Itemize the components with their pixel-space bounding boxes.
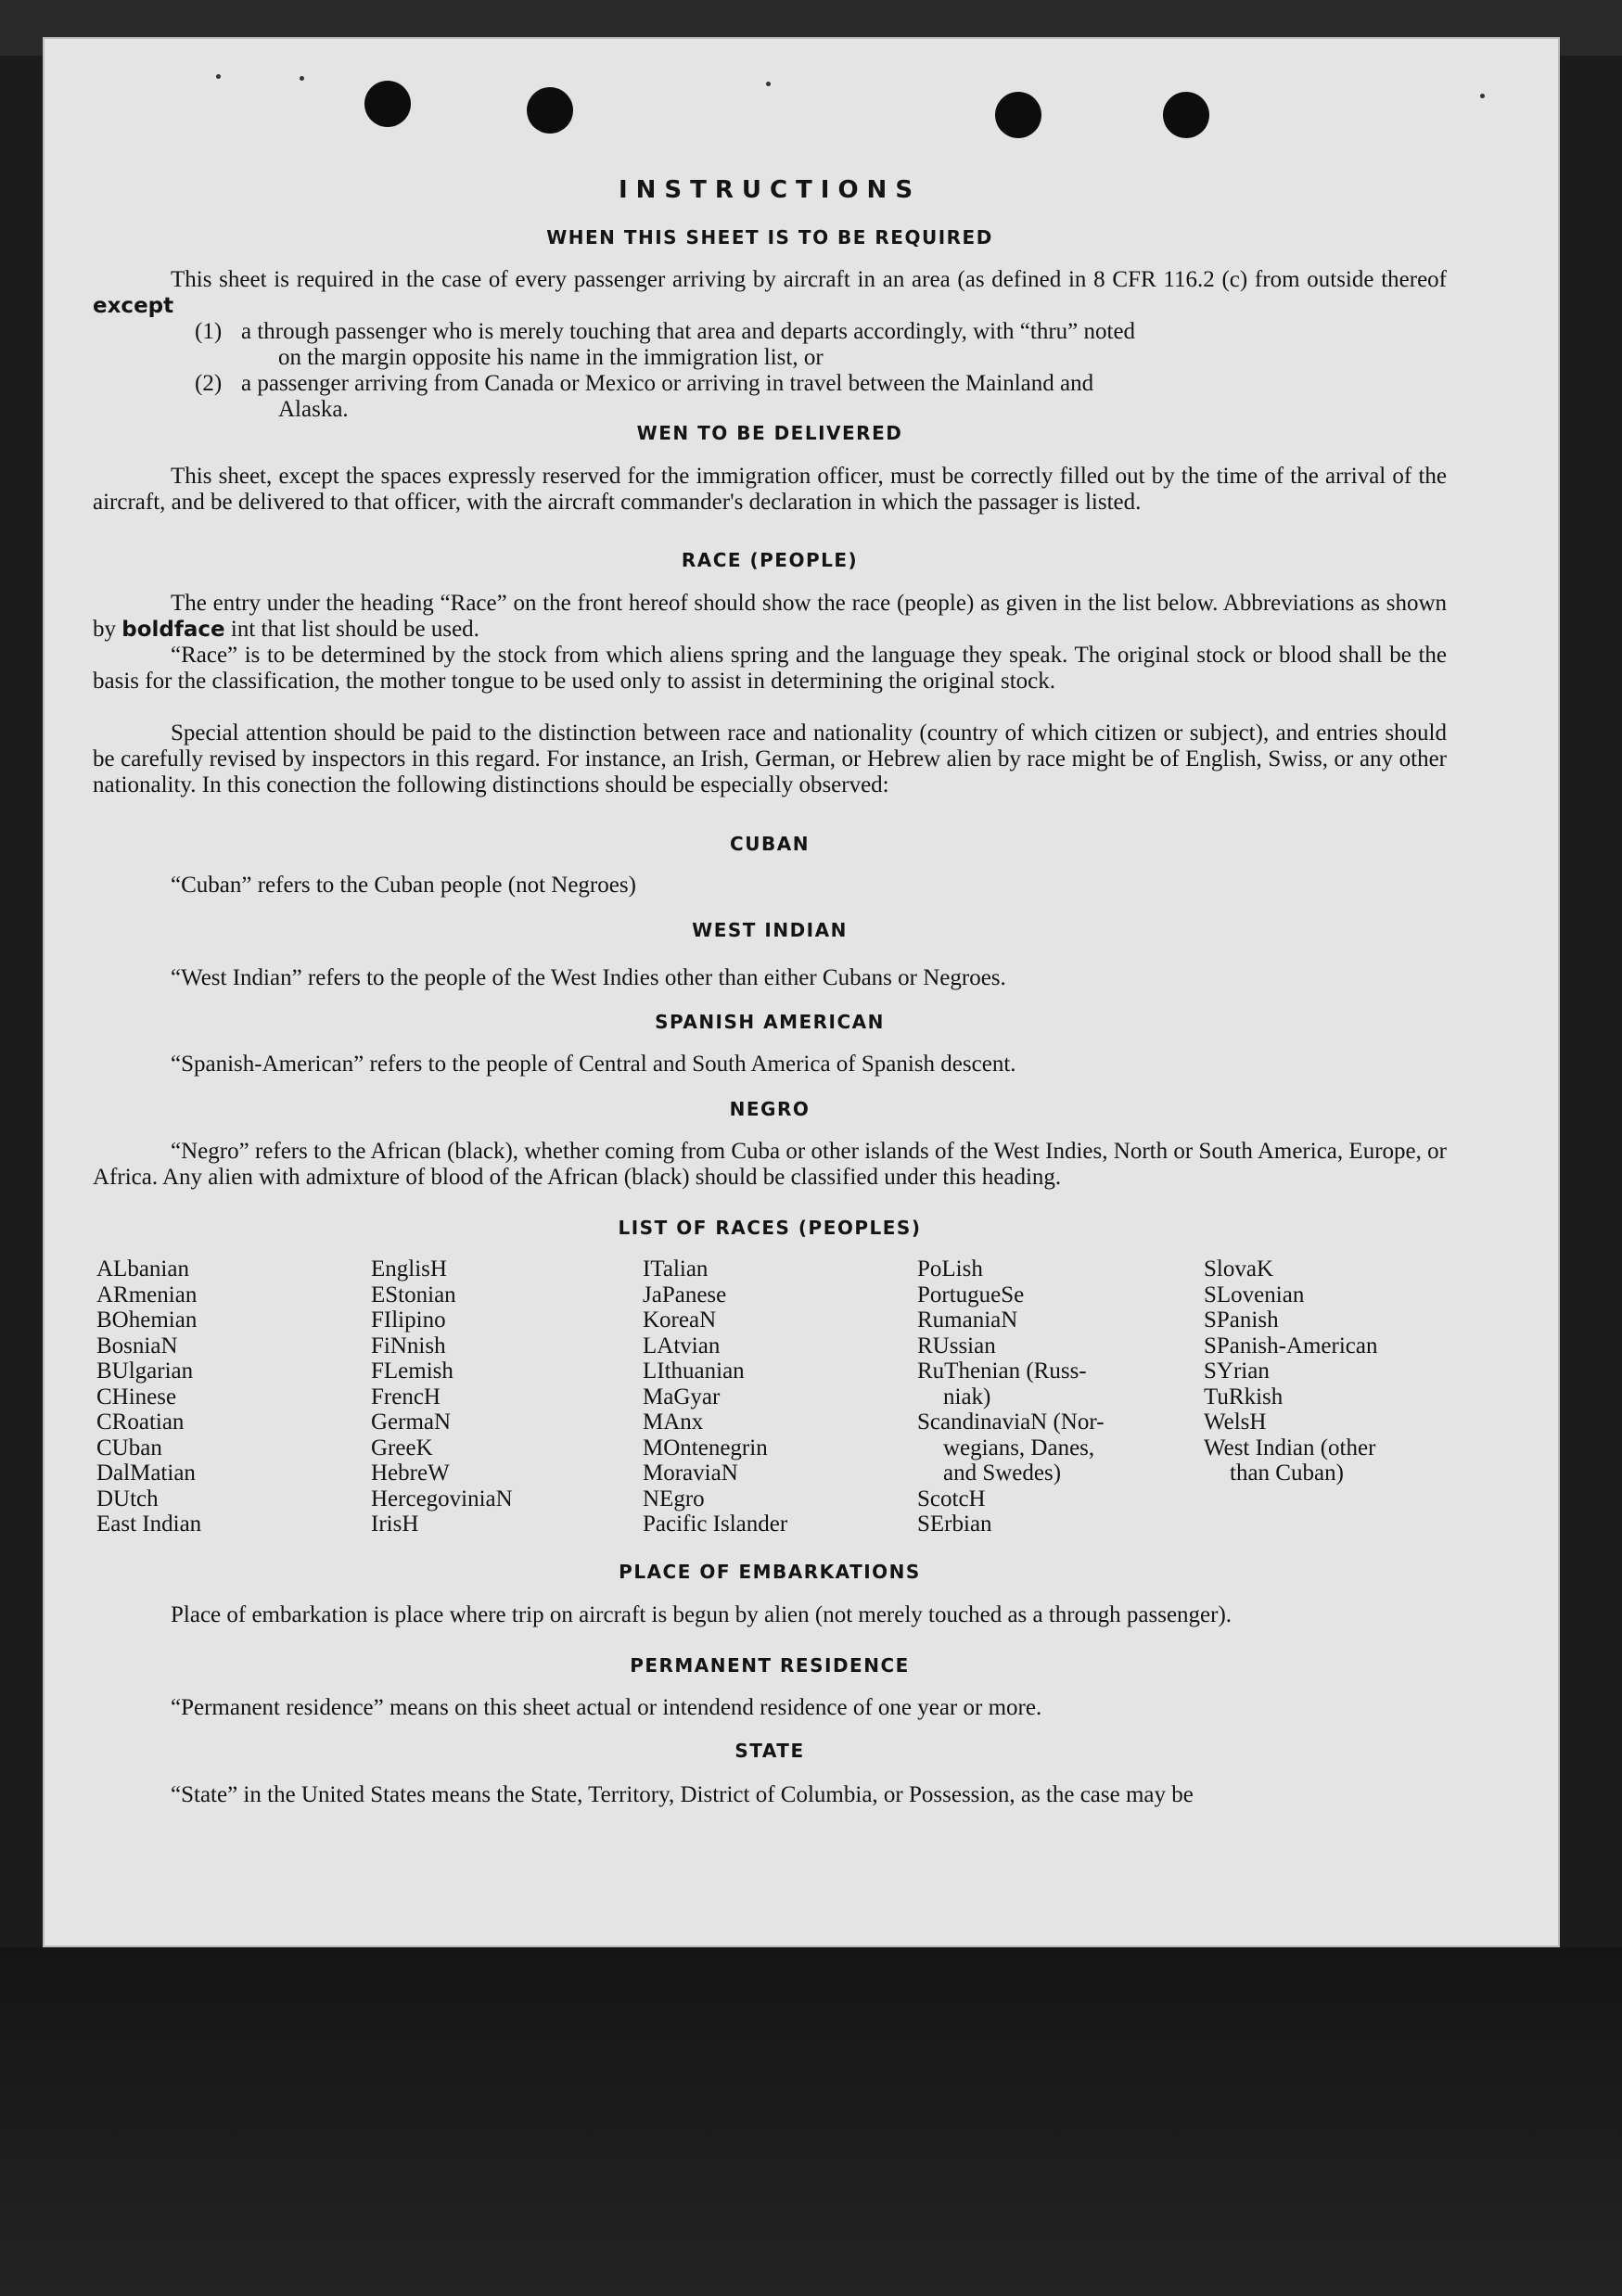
text-spanish-american: “Spanish-American” refers to the people of Central and South America of Spanish descent.: [171, 1052, 1016, 1077]
list-item-exception-2: [195, 371, 1447, 423]
race-entry: CRoatian: [96, 1409, 185, 1435]
race-entry: NEgro: [643, 1486, 705, 1512]
race-entry: RumaniaN: [917, 1307, 1018, 1333]
race-entry: IrisH: [371, 1512, 419, 1537]
race-entry: RUssian: [917, 1333, 996, 1358]
race-entry: BUlgarian: [96, 1358, 194, 1384]
race-entry: SLovenian: [1204, 1282, 1305, 1307]
race-column-2: [371, 1256, 513, 1537]
race-entry: DalMatian: [96, 1461, 196, 1486]
race-entry: SYrian: [1204, 1358, 1270, 1384]
text-state: “State” in the United States means the State, Territory, District of Columbia, or Possession, as the case may be: [171, 1782, 1194, 1807]
paragraph-embarkation: [93, 1602, 1447, 1628]
race-entry: EStonian: [371, 1282, 456, 1307]
paragraph-residence: [93, 1695, 1447, 1721]
race-entry: BOhemian: [96, 1307, 198, 1333]
bold-except: except: [93, 294, 174, 318]
scan-speck: [766, 82, 771, 86]
text-when-delivered: This sheet, except the spaces expressly reserved for the immigration officer, must be correctly filled out by the time of the arrival of the aircraft, and be delivered to that officer, with the aircraft commander's declaration in which the passager is listed.: [93, 464, 1447, 515]
text-negro: “Negro” refers to the African (black), whether coming from Cuba or other islands of the West Indies, North or South America, Europe, or Africa. Any alien with admixture of blood of the African (black) should be classified under this heading.: [93, 1139, 1447, 1190]
race-entry: HercegoviniaN: [371, 1486, 513, 1512]
paragraph-negro: [93, 1139, 1447, 1191]
race-entry: PoLish: [917, 1256, 983, 1282]
race-entry: LIthuanian: [643, 1358, 745, 1384]
race-entry: WelsH: [1204, 1409, 1267, 1435]
race-column-1: [96, 1256, 201, 1537]
item-number: (1): [195, 319, 223, 344]
race-entry: FiNnish: [371, 1333, 446, 1358]
list-item-exception-1: [195, 319, 1447, 371]
paragraph-cuban: [93, 873, 1447, 899]
bold-boldface: boldface: [121, 618, 225, 642]
race-entry: EnglisH: [371, 1256, 447, 1282]
race-entry: Pacific Islander: [643, 1512, 788, 1537]
race-entry: GreeK: [371, 1435, 433, 1461]
text-embarkation: Place of embarkation is place where trip on aircraft is begun by alien (not merely touched as a through passenger).: [171, 1602, 1232, 1627]
text-west-indian: “West Indian” refers to the people of the West Indies other than either Cubans or Negroes.: [171, 965, 1006, 990]
race-entry: CUban: [96, 1435, 162, 1461]
race-entry: PortugueSe: [917, 1282, 1025, 1307]
race-entry: SErbian: [917, 1512, 992, 1537]
race-entry: SPanish: [1204, 1307, 1279, 1333]
paragraph-when-delivered: [93, 464, 1447, 516]
race-column-4: [917, 1256, 1105, 1537]
paragraph-race-2: [93, 643, 1447, 695]
race-entry: GermaN: [371, 1409, 452, 1435]
race-entry-continued: than Cuban): [1230, 1461, 1344, 1486]
text-race-2: “Race” is to be determined by the stock from which aliens spring and the language they speak. The original stock or blood shall be the basis for the classification, the mother tongue to be used only to assist in determining the original stock.: [93, 643, 1447, 694]
race-entry: CHinese: [96, 1384, 177, 1409]
race-entry: East Indian: [96, 1512, 202, 1537]
heading-west-indian: WEST INDIAN: [692, 919, 848, 941]
race-entry: ScotcH: [917, 1486, 986, 1512]
race-column-5: [1204, 1256, 1377, 1486]
text-when-required: This sheet is required in the case of every passenger arriving by aircraft in an area (as defined in 8 CFR 116.2 (c) from outside thereof: [171, 267, 1447, 292]
race-entry: HebreW: [371, 1461, 450, 1486]
scan-speck: [216, 74, 221, 79]
race-entry: FrencH: [371, 1384, 441, 1409]
race-entry: MOntenegrin: [643, 1435, 768, 1461]
heading-when-delivered: WEN TO BE DELIVERED: [636, 422, 903, 444]
scan-speck: [300, 76, 304, 81]
paragraph-state: [93, 1782, 1447, 1808]
item-text: a passenger arriving from Canada or Mexico or arriving in travel between the Mainland and: [241, 371, 1094, 396]
heading-state: STATE: [734, 1740, 805, 1762]
race-entry: West Indian (other: [1204, 1435, 1376, 1461]
paragraph-when-required: [93, 267, 1447, 319]
text-race-3: Special attention should be paid to the distinction between race and nationality (country of which citizen or subject), and entries should be carefully revised by inspectors in this regard. For instance, an Irish, German, or Hebrew alien by race might be of English, Swiss, or any other nationality. In this conection the following distinctions should be especially observed:: [93, 721, 1447, 797]
race-entry-continued: wegians, Danes,: [943, 1435, 1095, 1461]
text-race-1: The entry under the heading “Race” on the front hereof should show the race (people) as given in the list below. Abbreviations as shown by: [93, 591, 1447, 642]
heading-cuban: CUBAN: [730, 833, 810, 855]
race-entry: FLemish: [371, 1358, 453, 1384]
paragraph-west-indian: [93, 965, 1447, 991]
text-residence: “Permanent residence” means on this sheet actual or intendend residence of one year or more.: [171, 1695, 1042, 1720]
race-entry: LAtvian: [643, 1333, 721, 1358]
item-text-continued: Alaska.: [278, 397, 349, 422]
race-entry: ALbanian: [96, 1256, 189, 1282]
heading-spanish-american: SPANISH AMERICAN: [655, 1011, 885, 1033]
race-column-3: [643, 1256, 787, 1537]
item-text-continued: on the margin opposite his name in the immigration list, or: [278, 345, 824, 370]
race-entry: ScandinaviaN (Nor-: [917, 1409, 1105, 1435]
scan-speck: [1480, 94, 1485, 98]
text-cuban: “Cuban” refers to the Cuban people (not Negroes): [171, 873, 636, 898]
punch-hole: [527, 87, 573, 134]
heading-negro: NEGRO: [729, 1098, 811, 1120]
race-entry: KoreaN: [643, 1307, 717, 1333]
heading-race: RACE (PEOPLE): [681, 549, 859, 571]
instructions-title: INSTRUCTIONS: [618, 176, 922, 204]
heading-permanent-residence: PERMANENT RESIDENCE: [630, 1654, 910, 1677]
item-text: a through passenger who is merely touching that area and departs accordingly, with “thru” noted: [241, 319, 1136, 344]
paragraph-race-3: [93, 721, 1447, 798]
item-number: (2): [195, 371, 223, 396]
punch-hole: [364, 81, 411, 127]
punch-hole: [995, 92, 1041, 138]
race-entry-continued: and Swedes): [943, 1461, 1062, 1486]
race-entry: TuRkish: [1204, 1384, 1284, 1409]
race-entry: FIlipino: [371, 1307, 446, 1333]
heading-place-of-embarkations: PLACE OF EMBARKATIONS: [619, 1561, 921, 1583]
race-entry-continued: niak): [943, 1384, 991, 1409]
text-race-1-end: int that list should be used.: [230, 617, 479, 642]
race-entry: BosniaN: [96, 1333, 178, 1358]
race-entry: MaGyar: [643, 1384, 721, 1409]
heading-when-required: WHEN THIS SHEET IS TO BE REQUIRED: [546, 226, 993, 249]
race-entry: SlovaK: [1204, 1256, 1273, 1282]
race-entry: JaPanese: [643, 1282, 727, 1307]
punch-hole: [1163, 92, 1209, 138]
paragraph-spanish-american: [93, 1052, 1447, 1078]
race-entry: SPanish-American: [1204, 1333, 1378, 1358]
race-entry: MoraviaN: [643, 1461, 738, 1486]
scan-background-bottom: [0, 1947, 1622, 2296]
race-entry: ITalian: [643, 1256, 709, 1282]
heading-list-of-races: LIST OF RACES (PEOPLES): [618, 1217, 922, 1239]
paragraph-race-1: [93, 591, 1447, 643]
race-entry: MAnx: [643, 1409, 704, 1435]
race-entry: ARmenian: [96, 1282, 198, 1307]
race-entry: RuThenian (Russ-: [917, 1358, 1087, 1384]
race-entry: DUtch: [96, 1486, 159, 1512]
